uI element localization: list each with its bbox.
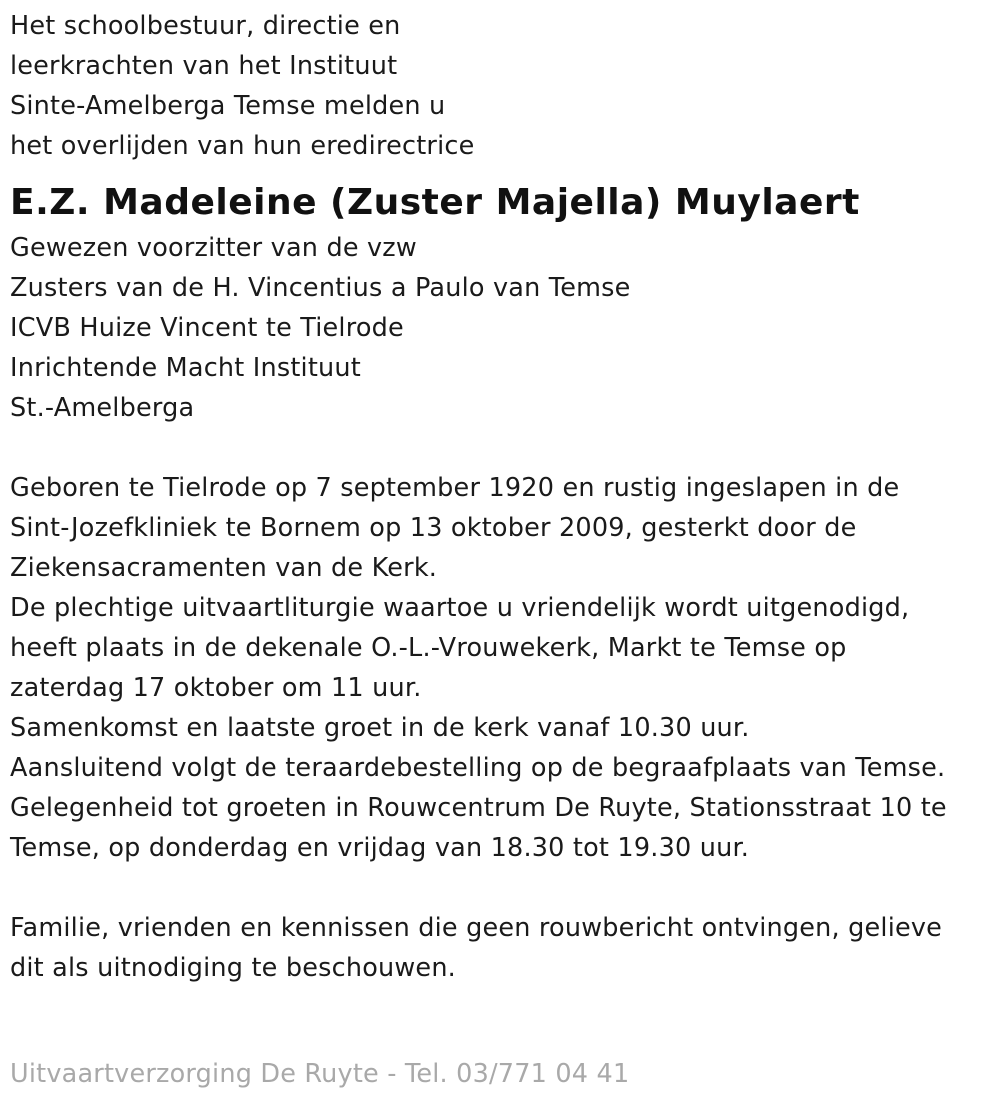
detail-line: Aansluitend volgt de teraardebestelling op de begraafplaats van Temse. — [10, 753, 946, 783]
detail-line: Sint-Jozefkliniek te Bornem op 13 oktober 2009, gesterkt door de — [10, 513, 857, 543]
closing-line: dit als uitnodiging te beschouwen. — [10, 953, 456, 983]
deceased-name: E.Z. Madeleine (Zuster Majella) Muylaert — [10, 182, 860, 223]
spacer — [10, 868, 1000, 908]
detail-line: zaterdag 17 oktober om 11 uur. — [10, 673, 422, 703]
detail-line: Ziekensacramenten van de Kerk. — [10, 553, 438, 583]
detail-line: Temse, op donderdag en vrijdag van 18.30 tot 19.30 uur. — [10, 833, 750, 863]
detail-line: Gelegenheid tot groeten in Rouwcentrum De Ruyte, Stationsstraat 10 te — [10, 793, 947, 823]
intro-paragraph — [10, 6, 1000, 166]
intro-line: het overlijden van hun eredirectrice — [10, 131, 475, 161]
detail-line: Samenkomst en laatste groet in de kerk vanaf 10.30 uur. — [10, 713, 750, 743]
title-line: Zusters van de H. Vincentius a Paulo van Temse — [10, 273, 631, 303]
spacer — [10, 428, 1000, 468]
title-line: ICVB Huize Vincent te Tielrode — [10, 313, 404, 343]
intro-line: leerkrachten van het Instituut — [10, 51, 398, 81]
detail-line: heeft plaats in de dekenale O.-L.-Vrouwekerk, Markt te Temse op — [10, 633, 847, 663]
title-line: Gewezen voorzitter van de vzw — [10, 233, 417, 263]
detail-line: De plechtige uitvaartliturgie waartoe u vriendelijk wordt uitgenodigd, — [10, 593, 910, 623]
funeral-home-footer: Uitvaartverzorging De Ruyte - Tel. 03/771 04 41 — [10, 1059, 630, 1089]
closing-line: Familie, vrienden en kennissen die geen rouwbericht ontvingen, gelieve — [10, 913, 943, 943]
titles-paragraph — [10, 228, 1000, 428]
title-line: Inrichtende Macht Instituut — [10, 353, 361, 383]
title-line: St.-Amelberga — [10, 393, 195, 423]
intro-line: Sinte-Amelberga Temse melden u — [10, 91, 446, 121]
closing-paragraph — [10, 908, 1000, 988]
details-paragraph — [10, 468, 1000, 868]
intro-line: Het schoolbestuur, directie en — [10, 11, 401, 41]
detail-line: Geboren te Tielrode op 7 september 1920 en rustig ingeslapen in de — [10, 473, 900, 503]
